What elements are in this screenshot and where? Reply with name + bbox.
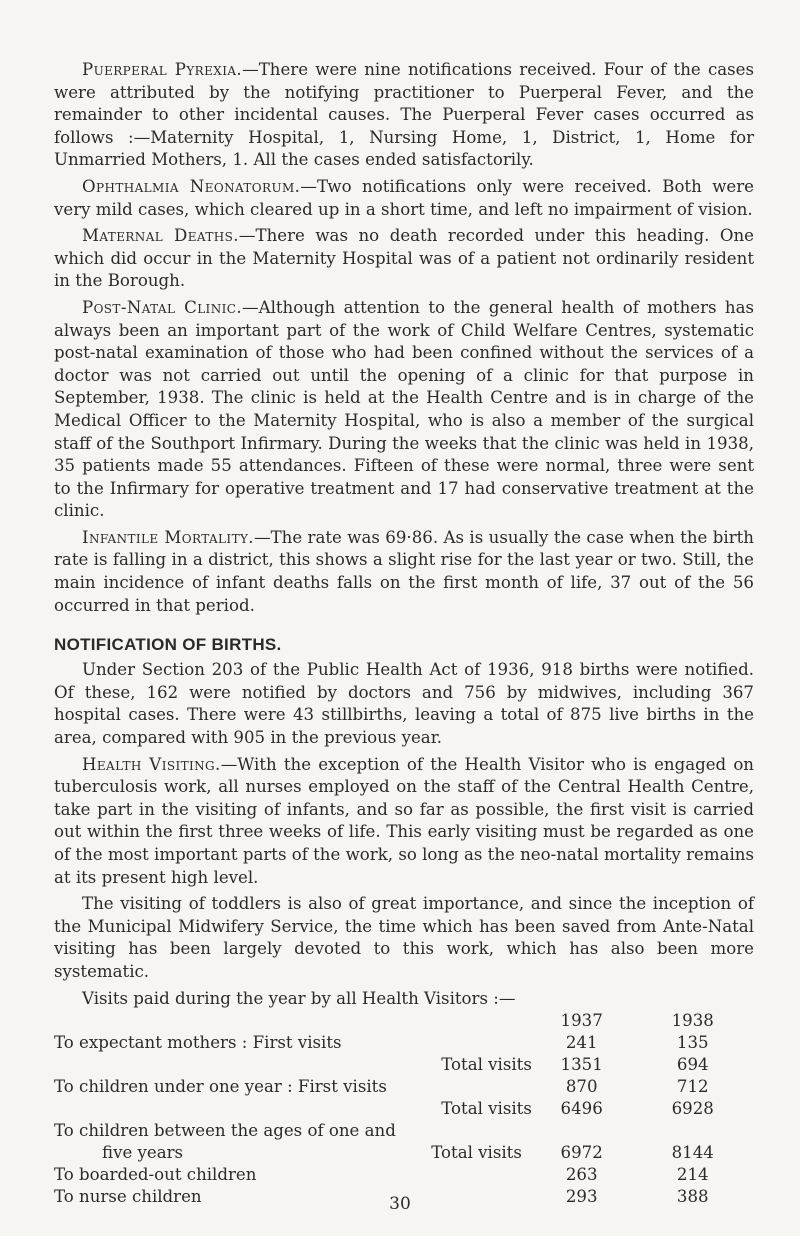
cell-1938: 6928 <box>671 1099 714 1119</box>
cell-1938: 712 <box>676 1077 709 1097</box>
row-label: To children under one year : First visits <box>54 1077 387 1097</box>
cell-1937: 241 <box>565 1033 598 1053</box>
visits-table <box>54 1010 754 1208</box>
paragraph-maternal-deaths <box>54 225 754 293</box>
cell-1937: 293 <box>565 1187 598 1207</box>
paragraph-body: —Two notifications only were received. Both were very mild cases, which cleared up in a short time, and left no impairment of vision. <box>54 176 754 219</box>
cell-1938: 135 <box>676 1033 709 1053</box>
row-label: To children between the ages of one and <box>54 1121 396 1141</box>
cell-1938: 388 <box>676 1187 709 1207</box>
paragraph-post-natal-clinic <box>54 297 754 523</box>
column-header-1937: 1937 <box>560 1011 603 1031</box>
paragraph-notification: Under Section 203 of the Public Health Act of 1936, 918 births were notified. Of these, 162 were notified by doctors and 756 by midwives, including 367 hospital cases. There were 43 stillbirths, leaving a total of 875 live births in the area, compared with 905 in the previous year. <box>54 660 754 748</box>
row-label: To nurse children <box>54 1187 202 1207</box>
cell-1937: 6972 <box>560 1143 603 1163</box>
section-heading: NOTIFICATION OF BIRTHS. <box>54 635 282 655</box>
table-row <box>54 1098 754 1120</box>
paragraph-heading: Post-Natal Clinic. <box>82 297 242 317</box>
page-content <box>54 59 754 1208</box>
cell-1937: 6496 <box>560 1099 603 1119</box>
row-label: five years <box>102 1143 184 1163</box>
table-row <box>54 1164 754 1186</box>
row-label: To expectant mothers : First visits <box>54 1033 342 1053</box>
paragraph-body: —Although attention to the general health of mothers has always been an important part of the work of Child Welfare Centres, systematic post-natal examination of those who had been confined without the services of a doctor was not carried out until the opening of a clinic for that purpose in September, 1938. The clinic is held at the Health Centre and is in charge of the Medical Officer to the Maternity Hospital, who is also a member of the surgical staff of the Southport Infirmary. During the weeks that the clinic was held in 1938, 35 patients made 55 attendances. Fifteen of these were normal, three were sent to the Infirmary for operative treatment and 17 had conservative treatment at the clinic. <box>54 297 754 521</box>
table-row <box>54 1054 754 1076</box>
paragraph-ophthalmia <box>54 176 754 221</box>
column-header-1938: 1938 <box>671 1011 714 1031</box>
cell-1938: 214 <box>676 1165 709 1185</box>
paragraph-infantile-mortality <box>54 527 754 617</box>
cell-1938: 694 <box>676 1055 709 1075</box>
row-label: Total visits <box>441 1099 532 1119</box>
table-row <box>54 1120 754 1142</box>
table-row <box>54 1032 754 1054</box>
table-row <box>54 1076 754 1098</box>
table-row <box>54 1142 754 1164</box>
paragraph-body: —With the exception of the Health Visitor who is engaged on tuberculosis work, all nurses employed on the staff of the Central Health Centre, take part in the visiting of infants, and so far as possible, the first visit is carried out within the first three weeks of life. This early visiting must be regarded as one of the most important parts of the work, so long as the neo-natal mortality remains at its present high level. <box>54 754 754 887</box>
paragraph-health-visiting <box>54 754 754 890</box>
row-label: To boarded-out children <box>54 1165 257 1185</box>
cell-1937: 870 <box>565 1077 598 1097</box>
paragraph-heading: Maternal Deaths. <box>82 226 239 246</box>
paragraph-heading: Puerperal Pyrexia. <box>82 60 243 79</box>
visits-intro: Visits paid during the year by all Health Visitors :— <box>82 988 516 1008</box>
row-label: Total visits <box>441 1055 532 1075</box>
paragraph-heading: Health Visiting. <box>82 754 221 774</box>
paragraph-puerperal-pyrexia <box>54 59 754 172</box>
table-header-row <box>54 1010 754 1032</box>
paragraph-heading: Infantile Mortality. <box>82 527 254 547</box>
cell-1937: 1351 <box>560 1055 603 1075</box>
cell-1937: 263 <box>565 1165 598 1185</box>
paragraph-heading: Ophthalmia Neonatorum. <box>82 176 301 196</box>
paragraph-toddlers: The visiting of toddlers is also of great importance, and since the inception of the Municipal Midwifery Service, the time which has been saved from Ante-Natal visiting has been largely devoted to this work, which has also been more systematic. <box>54 894 754 981</box>
page-number: 30 <box>389 1194 411 1214</box>
paragraph-body: —There were nine notifications received. Four of the cases were attributed by the notifying practitioner to Puerperal Fever, and the remainder to other incidental causes. The Puerperal Fever cases occurred as follows :—Maternity Hospital, 1, Nursing Home, 1, District, 1, Home for Unmarried Mothers, 1. All the cases ended satisfactorily. <box>54 60 754 170</box>
paragraph-body: —There was no death recorded under this heading. One which did occur in the Maternity Hospital was of a patient not ordinarily resident in the Borough. <box>54 226 754 291</box>
row-label-secondary: Total visits <box>431 1143 522 1163</box>
cell-1938: 8144 <box>671 1143 714 1163</box>
paragraph-body: —The rate was 69·86. As is usually the case when the birth rate is falling in a district, this shows a slight rise for the last year or two. Still, the main incidence of infant deaths falls on the first month of life, 37 out of the 56 occurred in that period. <box>54 527 754 615</box>
